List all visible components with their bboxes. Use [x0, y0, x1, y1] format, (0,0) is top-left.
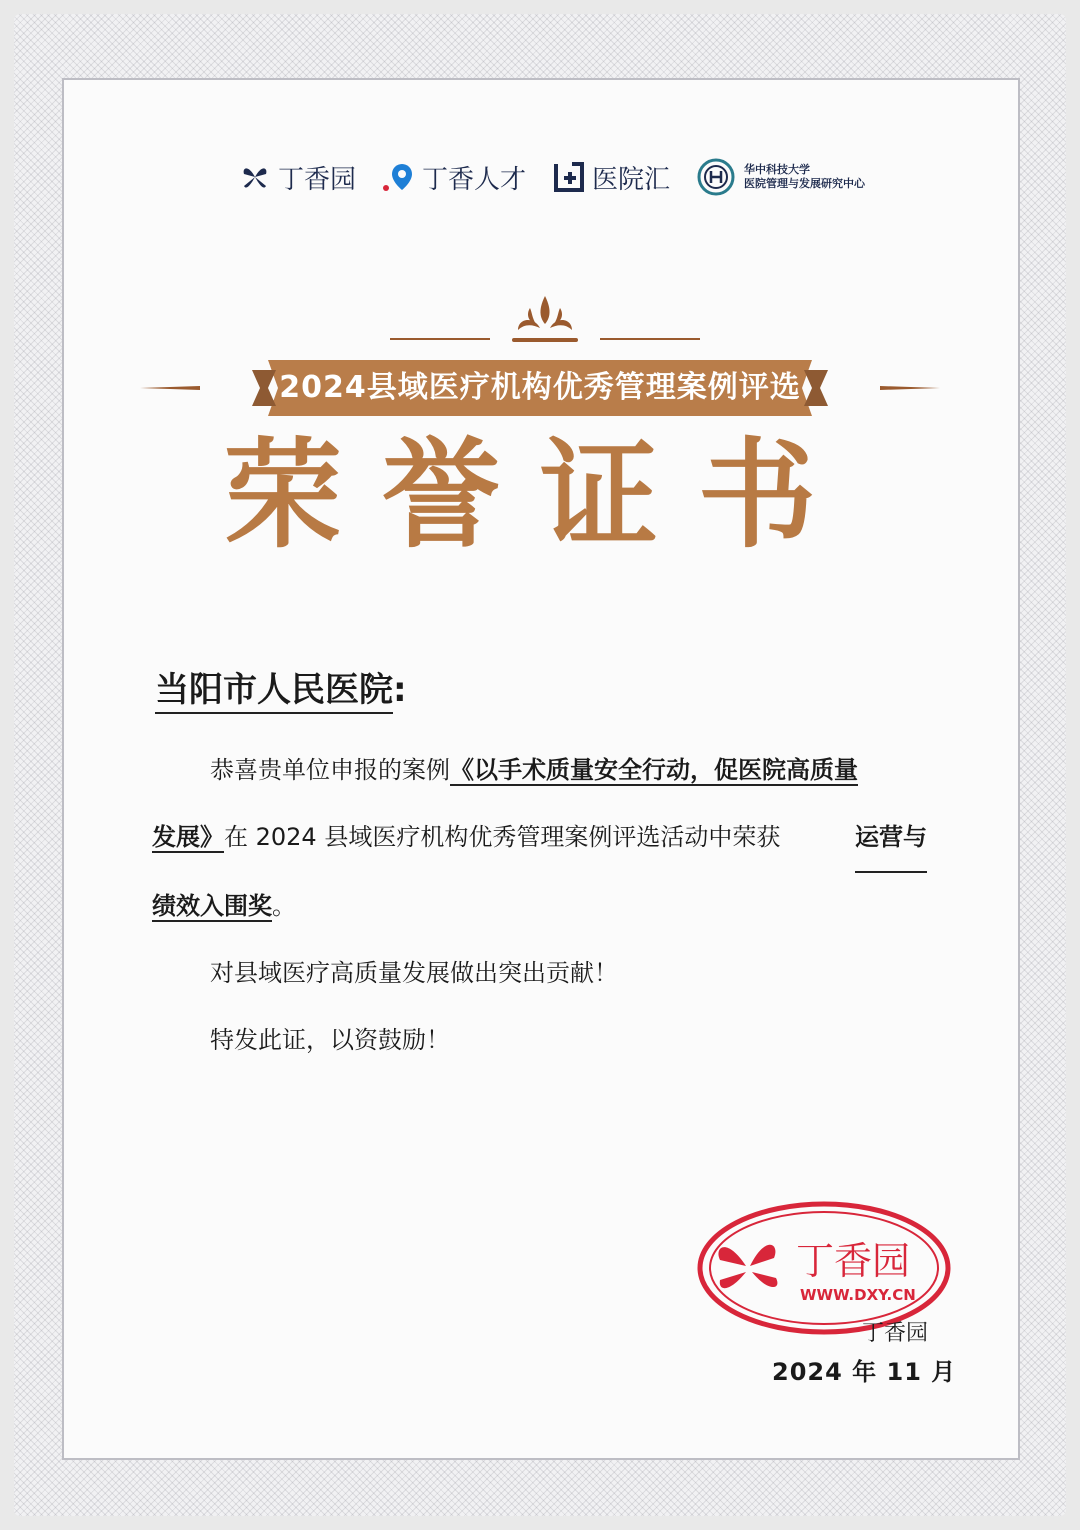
case-title-line1: 《以手术质量安全行动，促医院高质量 — [450, 756, 858, 784]
issue-date: 2024 年 11 月 — [772, 1358, 957, 1386]
logo-dxy — [238, 159, 356, 196]
body-end: 。 — [272, 892, 296, 920]
certificate-title: 荣誉证书 — [223, 425, 856, 564]
award-part2: 绩效入围奖 — [152, 892, 272, 920]
body-contribution: 对县域医疗高质量发展做出突出贡献！ — [210, 959, 618, 987]
dxy-seal-stamp — [696, 1196, 956, 1336]
hust-text — [744, 163, 865, 191]
logo-hospital-hui-text: 医院汇 — [592, 164, 671, 195]
award-part1: 运营与 — [855, 804, 927, 873]
seal-name: 丁香园 — [796, 1239, 911, 1283]
logo-dxy-talent — [382, 159, 526, 196]
logo-row — [238, 152, 865, 202]
hust-line1: 华中科技大学 — [744, 163, 811, 176]
recipient-colon: : — [393, 670, 407, 710]
logo-hust — [696, 157, 865, 197]
body-line-3 — [152, 873, 927, 940]
map-pin-icon — [382, 160, 416, 194]
body-middle: 在 2024 县域医疗机构优秀管理案例评选活动中荣获 — [224, 823, 781, 851]
seal-flower-icon — [718, 1245, 777, 1288]
hospital-cross-icon — [552, 160, 586, 194]
hust-line2: 医院管理与发展研究中心 — [744, 177, 866, 190]
logo-hospital-hui — [552, 159, 670, 196]
logo-dxy-talent-text: 丁香人才 — [422, 164, 527, 195]
recipient — [155, 662, 407, 711]
body-encouragement: 特发此证，以资鼓励！ — [210, 1026, 450, 1054]
dxy-flower-icon — [238, 160, 272, 194]
logo-dxy-text: 丁香园 — [278, 164, 357, 195]
seal-url: WWW.DXY.CN — [800, 1286, 916, 1304]
body-prefix: 恭喜贵单位申报的案例 — [210, 756, 450, 784]
crown-ornament — [380, 290, 710, 350]
issuer: 丁香园 — [862, 1321, 929, 1346]
certificate-body — [152, 737, 927, 1074]
recipient-name: 当阳市人民医院 — [155, 670, 393, 714]
hust-emblem-icon — [696, 157, 736, 197]
case-title-line2: 发展》 — [152, 823, 224, 851]
subtitle-text: 2024县域医疗机构优秀管理案例评选 — [279, 370, 801, 405]
body-line-1 — [152, 737, 927, 804]
body-line-2 — [152, 804, 927, 873]
